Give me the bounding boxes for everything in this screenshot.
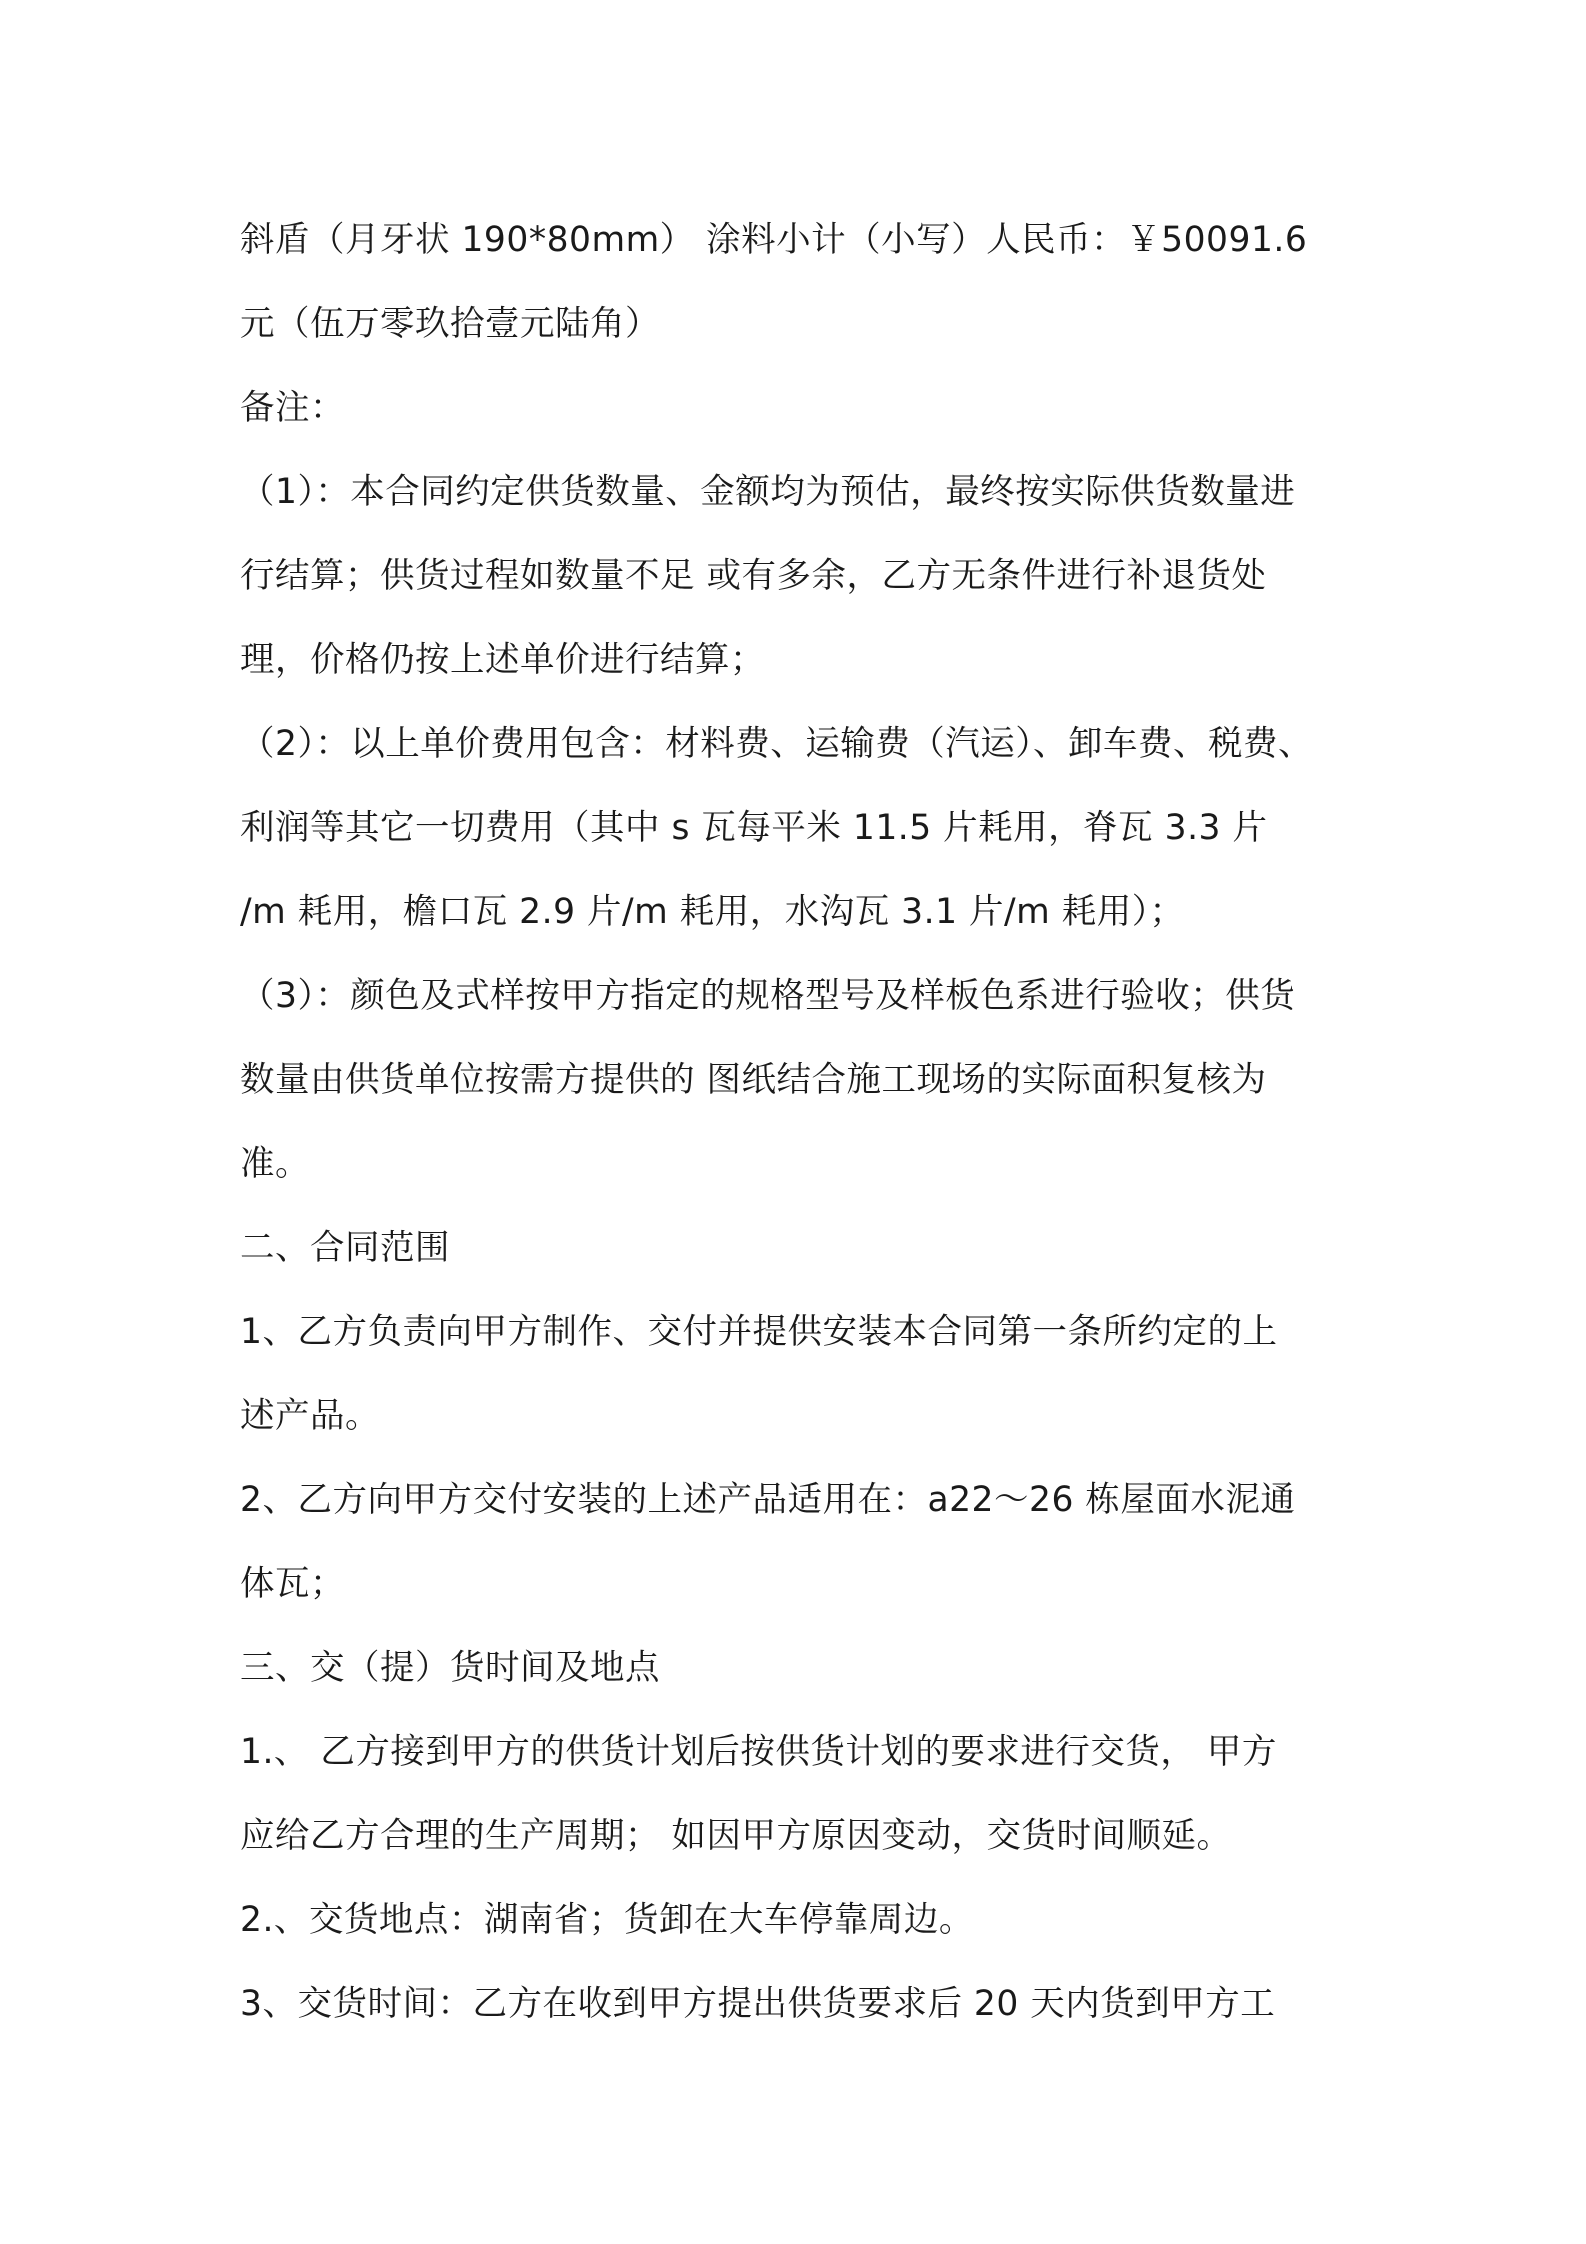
text-line-remark-3-b: 数量由供货单位按需方提供的 图纸结合施工现场的实际面积复核为 bbox=[240, 1060, 1267, 1100]
text-line-remark-2-c: /m 耗用，檐口瓦 2.9 片/m 耗用，水沟瓦 3.1 片/m 耗用）； bbox=[240, 892, 1185, 932]
text-line-remark-3-c: 准。 bbox=[240, 1144, 310, 1184]
text-line-remark-1-a: （1）：本合同约定供货数量、金额均为预估，最终按实际供货数量进 bbox=[240, 472, 1296, 512]
text-line-delivery-3: 3、交货时间：乙方在收到甲方提出供货要求后 20 天内货到甲方工 bbox=[240, 1984, 1276, 2024]
document-page bbox=[240, 198, 1380, 2046]
text-line-remark-3-a: （3）：颜色及式样按甲方指定的规格型号及样板色系进行验收；供货 bbox=[240, 976, 1296, 1016]
text-line-delivery-2: 2.、交货地点：湖南省；货卸在大车停靠周边。 bbox=[240, 1900, 974, 1940]
text-line-scope-2-b: 体瓦； bbox=[240, 1564, 345, 1604]
text-line-scope-1-b: 述产品。 bbox=[240, 1396, 380, 1436]
text-line-delivery-1-b: 应给乙方合理的生产周期； 如因甲方原因变动，交货时间顺延。 bbox=[240, 1816, 1232, 1856]
text-line-remarks-heading: 备注： bbox=[240, 388, 345, 428]
text-line-delivery-1-a: 1.、 乙方接到甲方的供货计划后按供货计划的要求进行交货， 甲方 bbox=[240, 1732, 1277, 1772]
section-heading-contract-scope: 二、合同范围 bbox=[240, 1228, 450, 1268]
text-line-scope-2-a: 2、乙方向甲方交付安装的上述产品适用在：a22～26 栋屋面水泥通 bbox=[240, 1480, 1296, 1520]
text-line-remark-1-c: 理，价格仍按上述单价进行结算； bbox=[240, 640, 765, 680]
text-line-remark-2-b: 利润等其它一切费用（其中 s 瓦每平米 11.5 片耗用，脊瓦 3.3 片 bbox=[240, 808, 1268, 848]
text-line-scope-1-a: 1、乙方负责向甲方制作、交付并提供安装本合同第一条所约定的上 bbox=[240, 1312, 1278, 1352]
text-line-remark-1-b: 行结算；供货过程如数量不足 或有多余，乙方无条件进行补退货处 bbox=[240, 556, 1267, 596]
text-line-paint-subtotal: 斜盾（月牙状 190*80mm） 涂料小计（小写）人民币：￥50091.6 bbox=[240, 220, 1308, 260]
text-line-remark-2-a: （2）：以上单价费用包含：材料费、运输费（汽运）、卸车费、税费、 bbox=[240, 724, 1313, 764]
text-line-amount-in-words: 元（伍万零玖拾壹元陆角） bbox=[240, 304, 660, 344]
section-heading-delivery: 三、交（提）货时间及地点 bbox=[240, 1648, 660, 1688]
